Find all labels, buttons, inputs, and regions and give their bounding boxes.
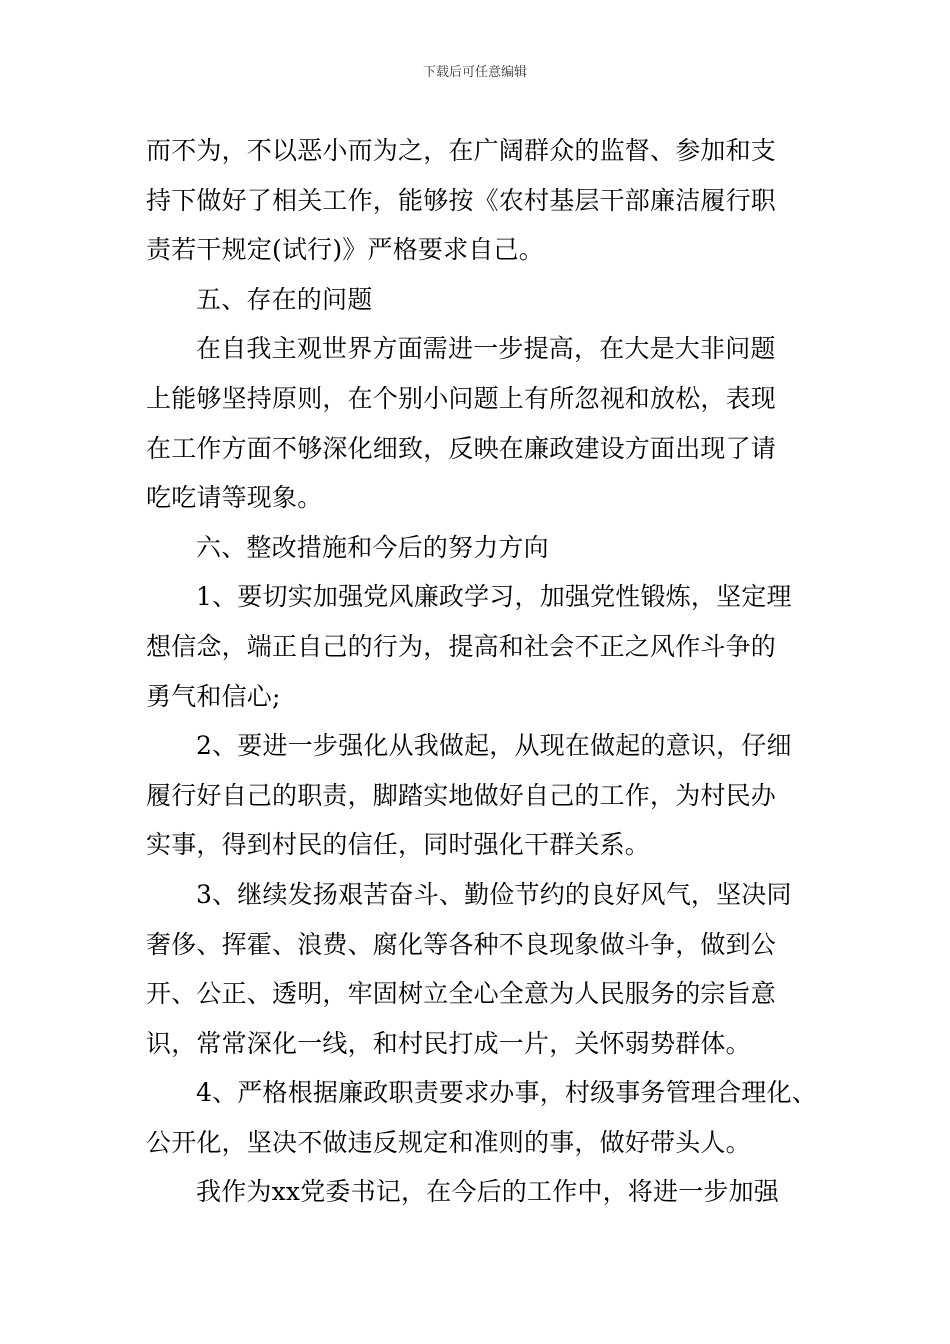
- text-line: 开、公正、透明，牢固树立全心全意为人民服务的宗旨意: [146, 979, 777, 1009]
- section-heading: 五、存在的问题: [196, 284, 373, 314]
- text-line: 我作为xx党委书记，在今后的工作中，将进一步加强: [196, 1177, 780, 1207]
- text-line: 想信念，端正自己的行为，提高和社会不正之风作斗争的: [146, 631, 777, 661]
- text-line: 公开化，坚决不做违反规定和准则的事，做好带头人。: [146, 1127, 751, 1157]
- text-line: 责若干规定(试行)》严格要求自己。: [146, 235, 544, 265]
- text-line: 持下做好了相关工作，能够按《农村基层干部廉洁履行职: [146, 185, 777, 215]
- text-line: 而不为，不以恶小而为之，在广阔群众的监督、参加和支: [146, 136, 777, 165]
- text-line: 上能够坚持原则，在个别小问题上有所忽视和放松，表现: [146, 383, 777, 413]
- text-line: 2、要进一步强化从我做起，从现在做起的意识，仔细: [196, 731, 792, 761]
- section-heading: 六、整改措施和今后的努力方向: [196, 532, 549, 562]
- text-line: 奢侈、挥霍、浪费、腐化等各种不良现象做斗争，做到公: [146, 929, 777, 959]
- text-line: 4、严格根据廉政职责要求办事，村级事务管理合理化、: [196, 1078, 817, 1108]
- text-line: 识，常常深化一线，和村民打成一片，关怀弱势群体。: [146, 1028, 751, 1058]
- text-line: 实事，得到村民的信任，同时强化干群关系。: [146, 830, 651, 860]
- text-line: 履行好自己的职责，脚踏实地做好自己的工作，为村民办: [146, 780, 777, 810]
- document-body: [146, 126, 826, 1217]
- text-line: 在自我主观世界方面需进一步提高，在大是大非问题: [196, 334, 776, 364]
- text-line: 1、要切实加强党风廉政学习，加强党性锻炼，坚定理: [196, 582, 792, 612]
- text-line: 在工作方面不够深化细致，反映在廉政建设方面出现了请: [146, 433, 777, 463]
- page-header-note: 下载后可任意编辑: [422, 65, 527, 80]
- text-line: 勇气和信心;: [146, 681, 281, 711]
- text-line: 吃吃请等现象。: [146, 483, 323, 513]
- text-line: 3、继续发扬艰苦奋斗、勤俭节约的良好风气，坚决同: [196, 879, 792, 909]
